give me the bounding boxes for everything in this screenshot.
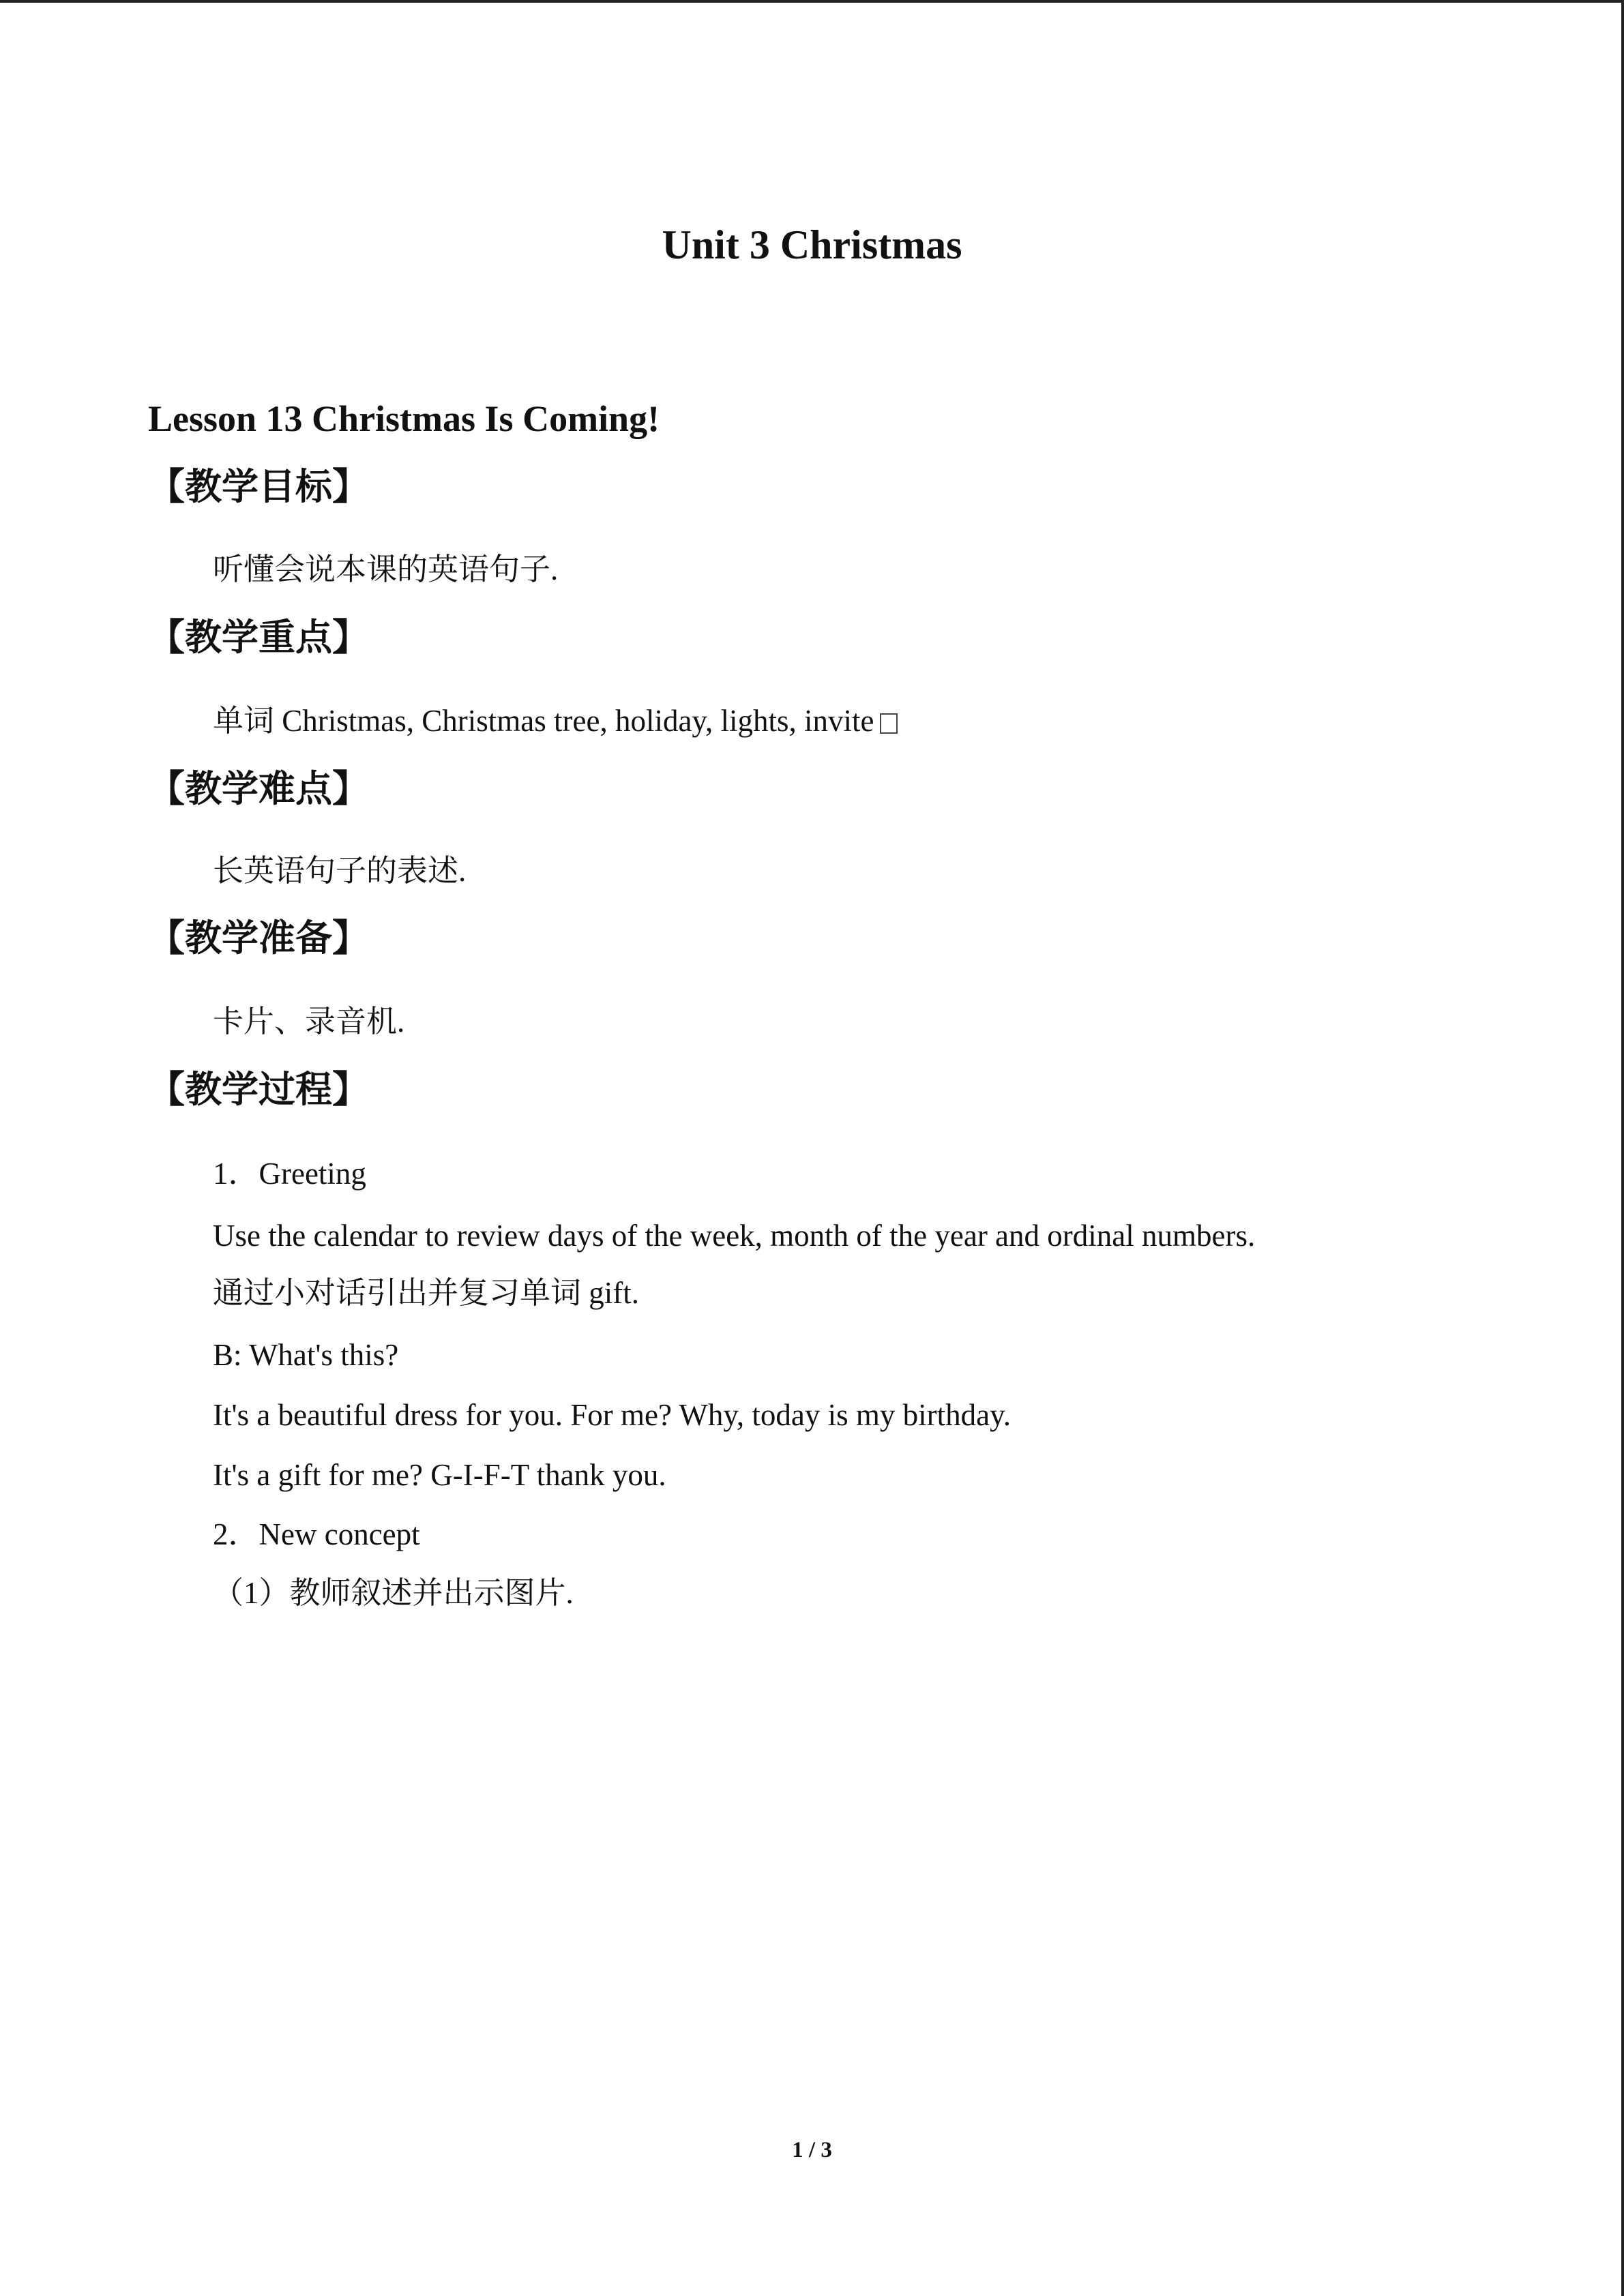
process-line: B: What's this? [213, 1338, 399, 1372]
key-points-heading: 【教学重点】 [148, 616, 369, 659]
process-line: It's a gift for me? G-I-F-T thank you. [213, 1458, 666, 1492]
process-heading: 【教学过程】 [148, 1068, 369, 1111]
key-points-text: 单词 Christmas, Christmas tree, holiday, lights, invite [213, 704, 874, 738]
preparation-heading: 【教学准备】 [148, 916, 369, 959]
process-line: 通过小对话引出并复习单词 gift. [213, 1276, 639, 1310]
unit-title: Unit 3 Christmas [662, 222, 962, 267]
difficulties-text: 长英语句子的表述. [213, 854, 467, 888]
process-step-greeting: 1．Greeting [213, 1157, 366, 1191]
process-line: Use the calendar to review days of the week, month of the year and ordinal numbers. [213, 1219, 1256, 1253]
process-line: It's a beautiful dress for you. For me? Why, today is my birthday. [213, 1398, 1011, 1432]
objectives-text: 听懂会说本课的英语句子. [213, 552, 559, 586]
difficulties-heading: 【教学难点】 [148, 767, 369, 810]
page-number: 1 / 3 [792, 2138, 832, 2162]
preparation-text: 卡片、录音机. [213, 1004, 405, 1039]
objectives-heading: 【教学目标】 [148, 465, 369, 508]
key-points-line [213, 700, 898, 741]
lesson-title: Lesson 13 Christmas Is Coming! [148, 398, 660, 439]
process-step-new-concept: 2．New concept [213, 1517, 420, 1551]
missing-glyph-box-icon [880, 713, 898, 734]
process-line: （1）教师叙述并出示图片. [213, 1576, 574, 1610]
